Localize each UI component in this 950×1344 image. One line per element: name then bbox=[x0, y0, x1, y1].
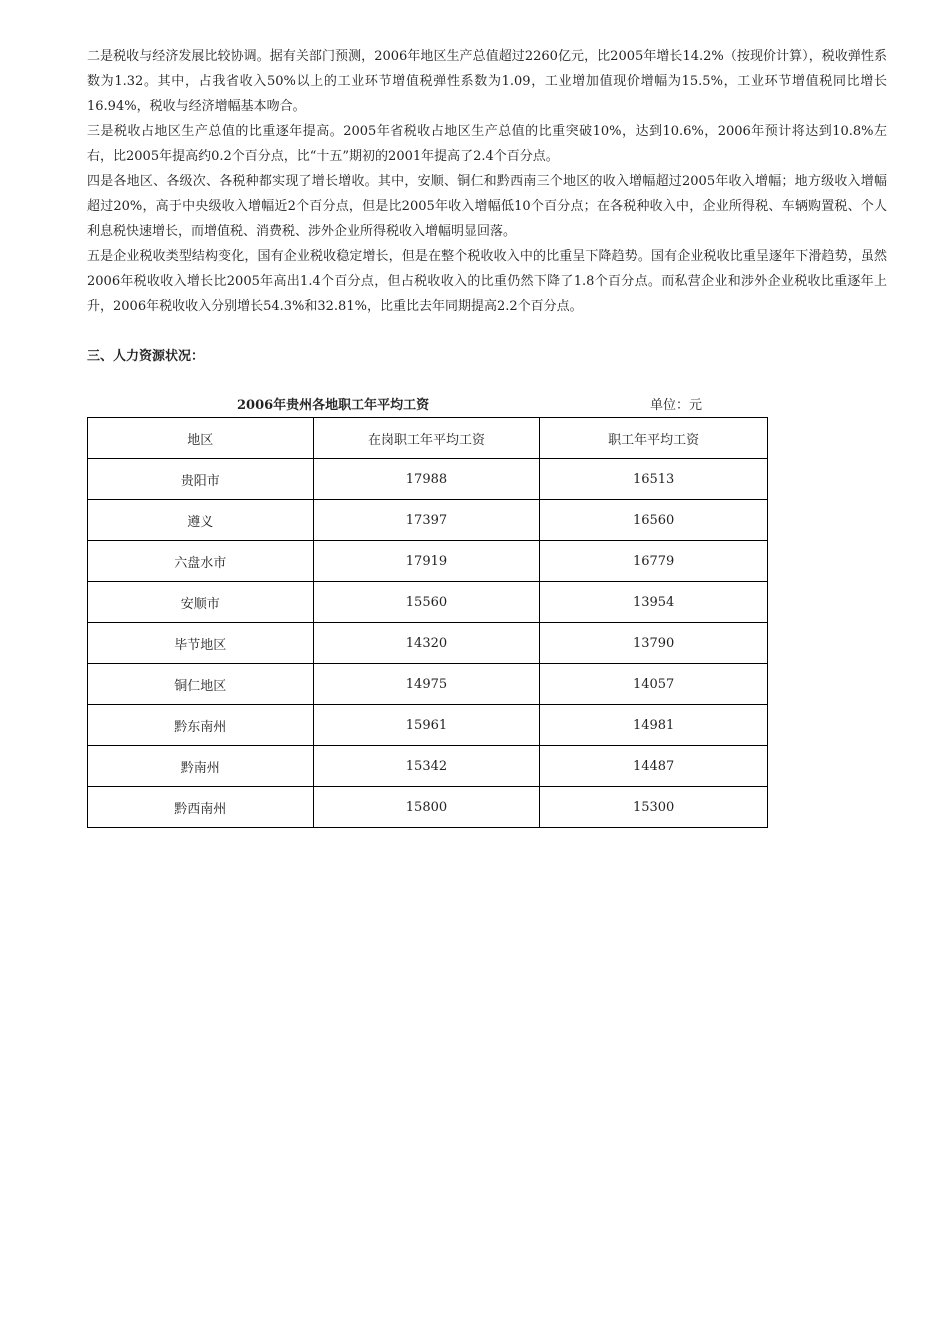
table-row bbox=[88, 623, 768, 664]
cell-region: 贵阳市 bbox=[88, 459, 314, 500]
body-text bbox=[87, 44, 887, 319]
cell-staff-wage: 16513 bbox=[540, 459, 768, 500]
cell-region: 黔南州 bbox=[88, 746, 314, 787]
cell-staff-wage: 16779 bbox=[540, 541, 768, 582]
header-region: 地区 bbox=[88, 418, 314, 459]
table-caption bbox=[87, 394, 767, 416]
header-staff-wage: 职工年平均工资 bbox=[540, 418, 768, 459]
cell-onpost-wage: 15342 bbox=[313, 746, 540, 787]
table-row bbox=[88, 459, 768, 500]
cell-staff-wage: 14981 bbox=[540, 705, 768, 746]
table-row bbox=[88, 500, 768, 541]
paragraph-3: 三是税收占地区生产总值的比重逐年提高。2005年省税收占地区生产总值的比重突破10%，达到10.6%，2006年预计将达到10.8%左右，比2005年提高约0.2个百分点，比“十五”期初的2001年提高了2.4个百分点。 bbox=[87, 124, 887, 164]
table-row bbox=[88, 746, 768, 787]
cell-region: 遵义 bbox=[88, 500, 314, 541]
section-title: 三、人力资源状况： bbox=[87, 349, 205, 364]
cell-staff-wage: 13954 bbox=[540, 582, 768, 623]
cell-region: 六盘水市 bbox=[88, 541, 314, 582]
cell-region: 毕节地区 bbox=[88, 623, 314, 664]
paragraph-4: 四是各地区、各级次、各税种都实现了增长增收。其中，安顺、铜仁和黔西南三个地区的收入增幅超过2005年收入增幅；地方级收入增幅超过20%，高于中央级收入增幅近2个百分点，但是比2005年收入增幅低10个百分点；在各税种收入中，企业所得税、车辆购置税、个人利息税快速增长，而增值税、消费税、涉外企业所得税收入增幅明显回落。 bbox=[87, 174, 887, 239]
table-header-row bbox=[88, 418, 768, 459]
cell-region: 安顺市 bbox=[88, 582, 314, 623]
cell-region: 黔东南州 bbox=[88, 705, 314, 746]
wage-table bbox=[87, 417, 768, 828]
table-row bbox=[88, 664, 768, 705]
cell-staff-wage: 16560 bbox=[540, 500, 768, 541]
paragraph-5: 五是企业税收类型结构变化，国有企业税收稳定增长，但是在整个税收收入中的比重呈下降趋势。国有企业税收比重呈逐年下滑趋势，虽然2006年税收收入增长比2005年高出1.4个百分点，但占税收收入的比重仍然下降了1.8个百分点。而私营企业和涉外企业税收比重逐年上升，2006年税收收入分别增长54.3%和32.81%，比重比去年同期提高2.2个百分点。 bbox=[87, 249, 887, 314]
table-row bbox=[88, 541, 768, 582]
cell-staff-wage: 14057 bbox=[540, 664, 768, 705]
cell-onpost-wage: 17919 bbox=[313, 541, 540, 582]
table-row bbox=[88, 787, 768, 828]
cell-region: 黔西南州 bbox=[88, 787, 314, 828]
cell-onpost-wage: 14320 bbox=[313, 623, 540, 664]
table-row bbox=[88, 582, 768, 623]
table-row bbox=[88, 705, 768, 746]
cell-staff-wage: 15300 bbox=[540, 787, 768, 828]
table-title: 2006年贵州各地职工年平均工资 bbox=[237, 398, 430, 413]
table-unit: 单位：元 bbox=[650, 398, 703, 413]
cell-staff-wage: 13790 bbox=[540, 623, 768, 664]
cell-onpost-wage: 15800 bbox=[313, 787, 540, 828]
cell-onpost-wage: 17988 bbox=[313, 459, 540, 500]
cell-staff-wage: 14487 bbox=[540, 746, 768, 787]
cell-region: 铜仁地区 bbox=[88, 664, 314, 705]
cell-onpost-wage: 14975 bbox=[313, 664, 540, 705]
cell-onpost-wage: 17397 bbox=[313, 500, 540, 541]
cell-onpost-wage: 15560 bbox=[313, 582, 540, 623]
cell-onpost-wage: 15961 bbox=[313, 705, 540, 746]
header-onpost-wage: 在岗职工年平均工资 bbox=[313, 418, 540, 459]
paragraph-2: 二是税收与经济发展比较协调。据有关部门预测，2006年地区生产总值超过2260亿元，比2005年增长14.2%（按现价计算），税收弹性系数为1.32。其中，占我省收入50%以上的工业环节增值税弹性系数为1.09，工业增加值现价增幅为15.5%，工业环节增值税同比增长16.94%，税收与经济增幅基本吻合。 bbox=[87, 49, 887, 114]
